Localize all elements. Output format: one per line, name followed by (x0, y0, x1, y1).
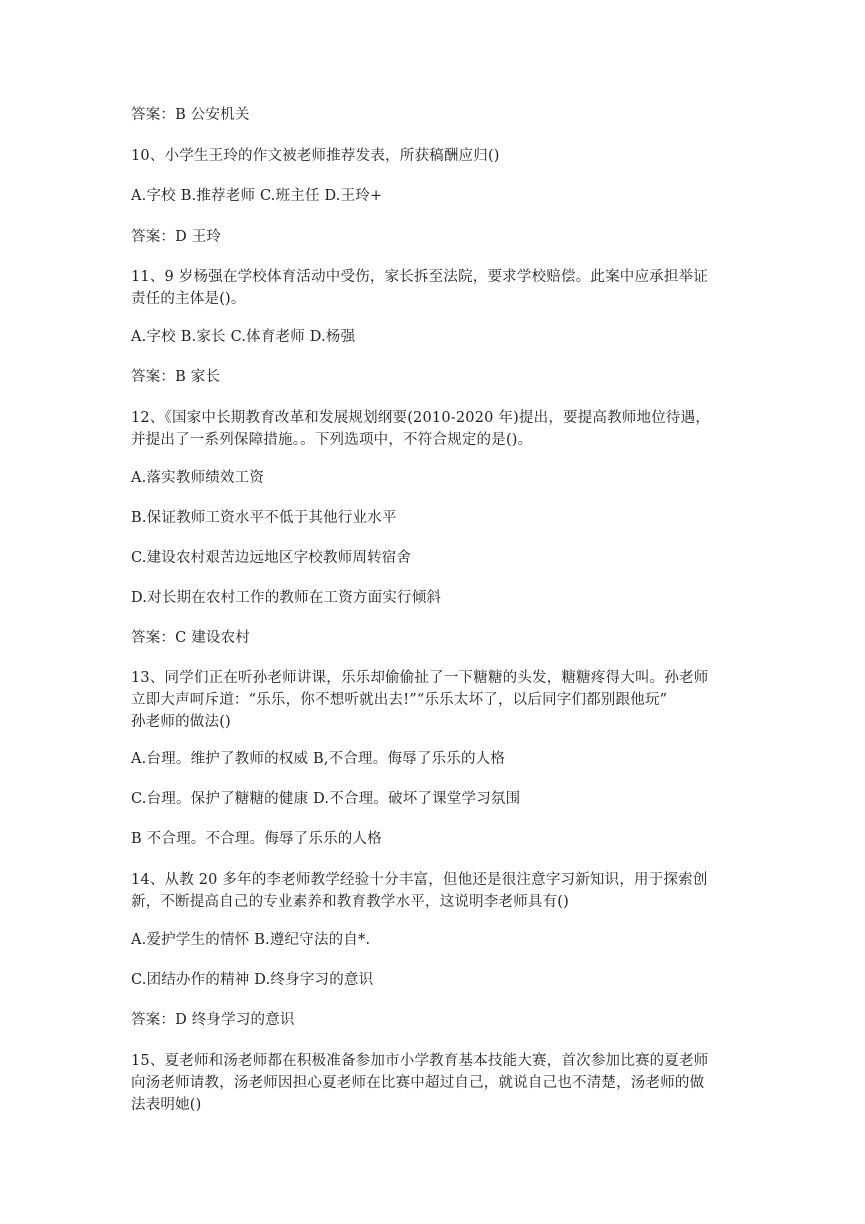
option-line: A.落实教师绩效工资 (131, 470, 265, 486)
question-line: 15、夏老师和汤老师都在积极准备参加市小学教育基本技能大赛，首次参加比赛的夏老师 (131, 1053, 709, 1069)
option-line: C.建设农村艰苦边远地区字校教师周转宿舍 (131, 550, 412, 566)
options-line: A.台理。维护了教师的权威 B,不合理。侮辱了乐乐的人格 (131, 751, 506, 767)
options-line: C.台理。保护了糖糖的健康 D.不合理。破坏了课堂学习氛围 (131, 791, 521, 807)
question-line: 并提出了一系列保障措施。。下列选项中，不符合规定的是()。 (131, 432, 533, 448)
answer-line: 答案：B 公安机关 (131, 107, 250, 123)
answer-line: 答案：D 终身学习的意识 (131, 1012, 295, 1028)
question-line: 孙老师的做法() (131, 714, 231, 730)
question-line: 责任的主体是()。 (131, 291, 246, 307)
question-line: 10、小学生王玲的作文被老师推荐发表，所获稿酬应归() (131, 148, 500, 164)
option-line: B.保证教师工资水平不低于其他行业水平 (131, 510, 397, 526)
answer-line: 答案：D 王玲 (131, 229, 222, 245)
question-line: 法表明她() (131, 1097, 202, 1113)
question-line: 12、《国家中长期教育改革和发展规划纲要(2010-2020 年)提出，要提高教师地位待遇， (131, 410, 711, 426)
option-line: D.对长期在农村工作的教师在工资方面实行倾斜 (131, 590, 442, 606)
question-line: 13、同学们正在听孙老师讲课，乐乐却偷偷扯了一下糖糖的头发，糖糖疼得大叫。孙老师 (131, 670, 709, 686)
question-line: 14、从教 20 多年的李老师教学经验十分丰富，但他还是很注意字习新知识，用于探索创 (131, 872, 708, 888)
answer-line: 答案：B 家长 (131, 369, 221, 385)
question-line: 立即大声呵斥道：“乐乐，你不想听就出去!”“乐乐太坏了，以后同字们都别跟他玩” (131, 692, 668, 708)
answer-line: 答案：C 建设农村 (131, 630, 251, 646)
question-line: 新，不断提高自己的专业素养和教育教学水平，这说明李老师具有() (131, 894, 570, 910)
options-line: A.字校 B.推荐老师 C.班主任 D.王玲+ (131, 188, 383, 204)
options-line: A.爱护学生的情怀 B.遵纪守法的自*. (131, 932, 371, 948)
question-line: 11、9 岁杨强在学校体育活动中受伤，家长拆至法院，要求学校赔偿。此案中应承担举证 (131, 269, 708, 285)
options-line: C.团结办作的精神 D.终身字习的意识 (131, 972, 374, 988)
options-line: A.字校 B.家长 C.体育老师 D.杨强 (131, 329, 356, 345)
question-line: 向汤老师请教，汤老师因担心夏老师在比赛中超过自己，就说自己也不清楚，汤老师的做 (131, 1075, 705, 1091)
answer-line: B 不合理。不合理。侮辱了乐乐的人格 (131, 831, 382, 847)
